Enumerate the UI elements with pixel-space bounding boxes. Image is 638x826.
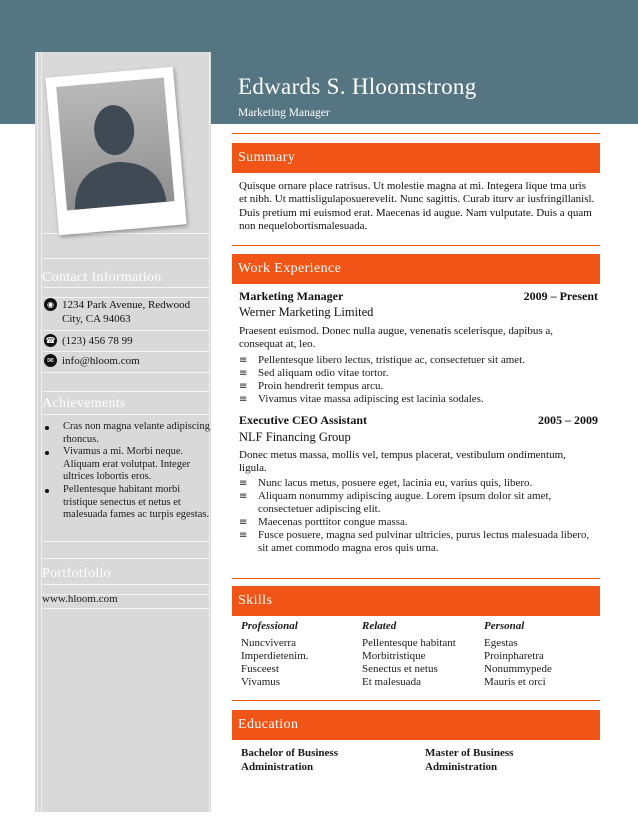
skill-item: Nonummypede	[484, 663, 552, 675]
skills-heading: Skills	[238, 593, 273, 608]
skills-column	[362, 620, 482, 689]
skill-item: Mauris et orci	[484, 676, 546, 688]
profile-photo-frame	[45, 67, 186, 236]
candidate-name: Edwards S. Hloomstrong	[238, 74, 477, 99]
skill-item: Pellentesque habitant	[362, 637, 456, 649]
profile-photo-placeholder	[56, 78, 174, 211]
sidebar-rule	[37, 52, 38, 812]
degree: Bachelor of Business Administration	[241, 747, 338, 773]
job-bullet: ≡ Sed aliquam odio vitae tortor.	[239, 367, 595, 380]
education-heading: Education	[238, 717, 299, 732]
section-rule	[232, 700, 600, 701]
skills-bar	[232, 586, 600, 616]
job-bullet: ≡ Maecenas porttitor congue massa.	[239, 516, 595, 529]
job-bullets	[239, 354, 595, 406]
job-bullet: ≡ Fusce posuere, magna sed pulvinar ultricies, purus lectus malesuada libero, sit amet commodo magna eros quis urna.	[239, 529, 595, 555]
job-bullet: ≡ Proin hendrerit tempus arcu.	[239, 380, 595, 393]
portfolio-heading: Portfotfolio	[42, 566, 111, 581]
sidebar-divider	[43, 287, 209, 288]
education-bar	[232, 710, 600, 740]
section-rule	[232, 578, 600, 579]
degree: Master of Business Administration	[425, 747, 514, 773]
job-title: Executive CEO Assistant	[239, 413, 368, 427]
skill-item: Egestas	[484, 637, 518, 649]
skill-item: Proinpharetra	[484, 650, 544, 662]
sidebar-divider	[43, 330, 209, 331]
achievements-heading: Achievements	[42, 396, 126, 411]
email-icon: ✉	[44, 354, 57, 367]
job-bullet: ≡ Pellentesque libero lectus, tristique ac, consectetuer sit amet.	[239, 354, 595, 367]
person-silhouette-icon	[56, 78, 174, 211]
skills-column-title: Personal	[484, 620, 525, 632]
job-bullets	[239, 477, 595, 555]
job-bullet: ≡ Aliquam nonummy adipiscing augue. Lorem ipsum dolor sit amet, consectetuer adipiscing elit.	[239, 490, 595, 516]
sidebar-divider	[43, 391, 209, 392]
job-dates: 2005 – 2009	[538, 413, 598, 427]
sidebar-divider	[43, 584, 209, 585]
phone-icon: ☎	[45, 336, 56, 345]
skill-item: Vivamus	[241, 676, 281, 688]
summary-text: Quisque ornare place ratrisus. Ut molestie magna at mi. Integera lique tma uris et nibh. Ut mattisligulaposuerevelit. Nunc sagittis. Curab iturv ar iusfringillanisl. Duis pretium mi euismod erat. Maecenas id augue. Nam vulputate. Duis a quam non nequelobortismalesuada.	[239, 180, 595, 233]
sidebar-divider	[43, 541, 209, 542]
achievement-item: Cras non magna velante adipiscing rhoncus.	[42, 421, 210, 446]
job-description: Donec metus massa, mollis vel, tempus placerat, vestibulum ondimentum, ligula.	[239, 449, 566, 475]
experience-bar	[232, 254, 600, 284]
achievement-item: Vivamus a mi. Morbi neque. Aliquam erat volutpat. Integer ultrices lobortis eros.	[42, 446, 210, 484]
section-rule	[232, 245, 600, 246]
skills-column-title: Professional	[241, 620, 298, 632]
location-pin-icon: ◉	[44, 298, 57, 311]
skill-item: Morbitristique	[362, 650, 426, 662]
experience-heading: Work Experience	[238, 261, 342, 276]
achievement-item: Pellentesque habitant morbi tristique senectus et netus et malesuada fames ac turpis egestas.	[42, 484, 210, 522]
contact-heading: Contact Information	[42, 270, 162, 285]
job-bullet: ≡ Nunc lacus metus, posuere eget, lacinia eu, varius quis, libero.	[239, 477, 595, 490]
skill-item: Senectus et netus	[362, 663, 438, 675]
sidebar-divider	[43, 372, 209, 373]
skills-column-title: Related	[362, 620, 397, 632]
job-title: Marketing Manager	[239, 289, 344, 303]
section-rule	[232, 133, 600, 134]
contact-phone-text: (123) 456 78 99	[62, 335, 133, 347]
sidebar-divider	[43, 351, 209, 352]
achievements-list	[42, 421, 210, 522]
portfolio-link[interactable]: www.hloom.com	[42, 593, 118, 605]
sidebar-divider	[43, 558, 209, 559]
skill-item: Et malesuada	[362, 676, 421, 688]
job-description: Praesent euismod. Donec nulla augue, venenatis scelerisque, dapibus a, consequat at, leo.	[239, 325, 554, 351]
skill-item: Nuncviverra	[241, 637, 296, 649]
job-bullet: ≡ Vivamus vitae massa adipiscing est lacinia sodales.	[239, 393, 595, 406]
summary-heading: Summary	[238, 150, 296, 165]
job-company: NLF Financing Group	[239, 430, 351, 444]
skills-column	[484, 620, 599, 689]
job-company: Werner Marketing Limited	[239, 305, 374, 319]
contact-email-text: info@hloom.com	[62, 355, 140, 367]
sidebar-divider	[43, 258, 209, 259]
sidebar-divider	[43, 414, 209, 415]
contact-address-text: 1234 Park Avenue, Redwood City, CA 94063	[62, 299, 191, 325]
job-dates: 2009 – Present	[523, 289, 598, 303]
sidebar-divider	[43, 608, 209, 609]
skills-column	[241, 620, 359, 689]
skill-item: Imperdietenim.	[241, 650, 309, 662]
summary-bar	[232, 143, 600, 173]
candidate-role: Marketing Manager	[238, 107, 330, 119]
skill-item: Fusceest	[241, 663, 279, 675]
